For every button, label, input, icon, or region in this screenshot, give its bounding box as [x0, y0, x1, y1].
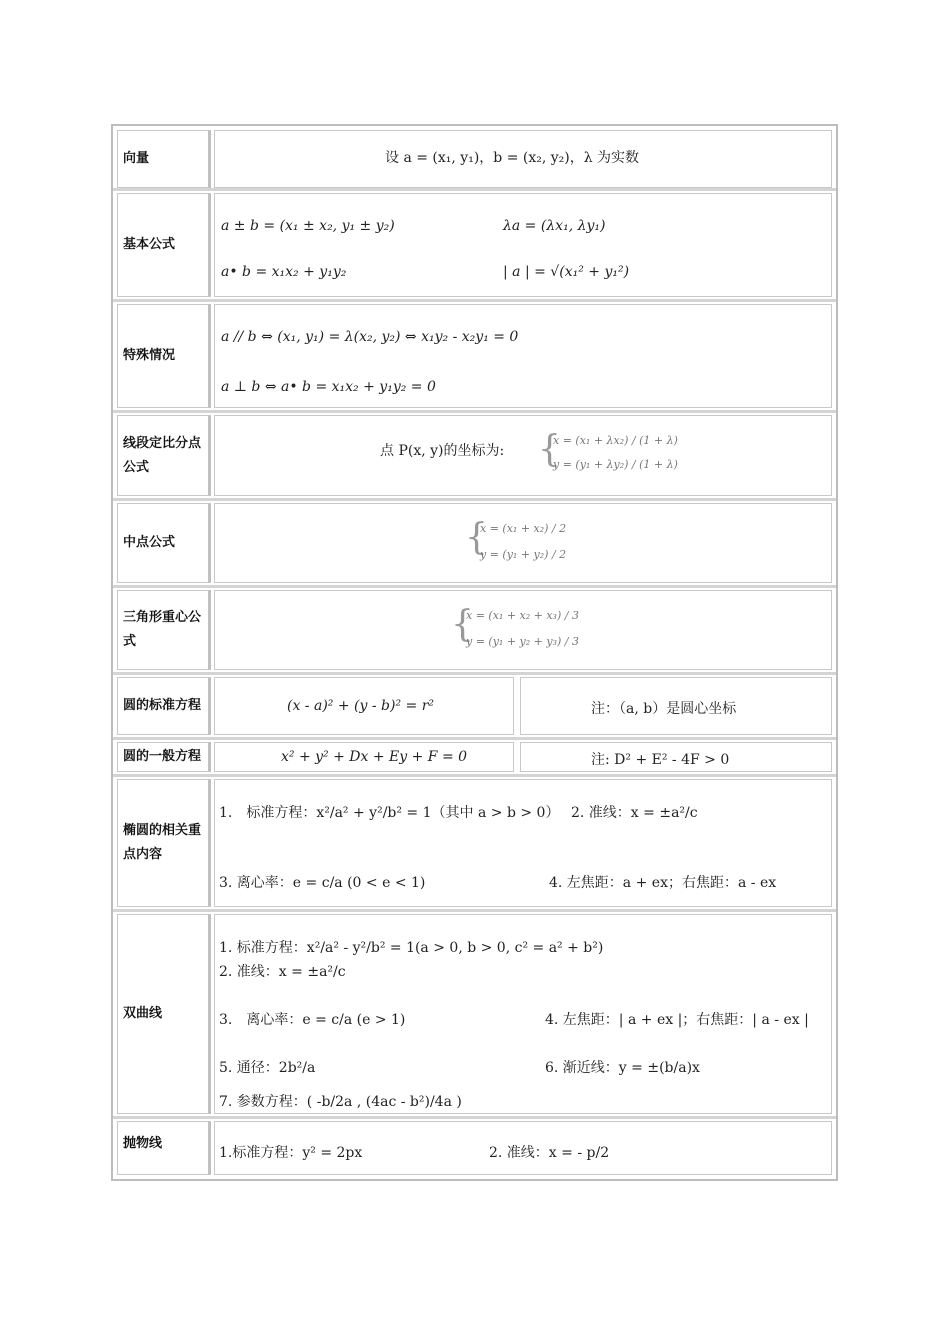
row-content: [214, 193, 832, 297]
left-brace-icon: {: [465, 517, 488, 558]
row-content: [214, 503, 832, 583]
midpoint-y: y = (y₁ + y₂) / 2: [480, 548, 567, 561]
centroid-x: x = (x₁ + x₂ + x₃) / 3: [466, 609, 579, 622]
formula-magnitude: | a | = √(x₁² + y₁²): [503, 264, 630, 280]
row-label: 椭圆的相关重点内容: [117, 779, 211, 907]
row-section-formula: [115, 413, 834, 498]
section-x: x = (x₁ + λx₂) / (1 + λ): [553, 434, 678, 447]
row-midpoint: [115, 501, 834, 585]
section-y: y = (y₁ + λy₂) / (1 + λ): [553, 458, 678, 471]
circle-standard-formula: (x - a)² + (y - b)² = r²: [287, 698, 435, 714]
formula-scalar: λa = (λx₁, λy₁): [503, 218, 606, 234]
row-basic-formulas: [115, 191, 834, 299]
hyperbola-parametric: 7. 参数方程：( -b/2a , (4ac - b²)/4a ): [219, 1094, 462, 1110]
row-content: [214, 130, 832, 188]
row-circle-standard: [115, 675, 834, 737]
row-centroid: [115, 588, 834, 672]
formula-parallel: a // b ⇔ (x₁, y₁) = λ(x₂, y₂) ⇔ x₁y₂ - x₂y₁ = 0: [221, 329, 519, 345]
hyperbola-directrix: 2. 准线：x = ±a²/c: [219, 964, 346, 980]
row-circle-general: [115, 740, 834, 774]
row-label: 三角形重心公式: [117, 590, 211, 670]
row-content: [214, 415, 832, 496]
row-content: [214, 677, 514, 735]
hyperbola-eccentricity: 3. 离心率：e = c/a (e > 1): [219, 1012, 406, 1028]
row-label: 中点公式: [117, 503, 211, 583]
row-label: 抛物线: [117, 1121, 211, 1175]
section-prefix: 点 P(x, y)的坐标为:: [380, 443, 505, 459]
row-label: 双曲线: [117, 914, 211, 1114]
formula-add: a ± b = (x₁ ± x₂, y₁ ± y₂): [221, 218, 395, 234]
hyperbola-latus-rectum: 5. 通径：2b²/a: [219, 1060, 316, 1076]
ellipse-standard-equation: 1. 标准方程：x²/a² + y²/b² = 1（其中 a > b > 0）: [219, 805, 560, 821]
row-hyperbola: [115, 912, 834, 1116]
row-label: 向量: [117, 130, 211, 188]
row-ellipse: [115, 777, 834, 909]
row-label: 线段定比分点公式: [117, 415, 211, 496]
row-parabola: [115, 1119, 834, 1177]
parabola-standard-equation: 1.标准方程：y² = 2px: [219, 1145, 363, 1161]
hyperbola-asymptote: 6. 渐近线：y = ±(b/a)x: [545, 1060, 700, 1076]
ellipse-eccentricity: 3. 离心率：e = c/a (0 < e < 1): [219, 875, 426, 891]
ellipse-directrix: 2. 准线：x = ±a²/c: [571, 805, 698, 821]
row-content: [214, 1121, 832, 1175]
row-vector: [115, 128, 834, 190]
parabola-directrix: 2. 准线：x = - p/2: [489, 1145, 610, 1161]
formula-perpendicular: a ⊥ b ⇔ a• b = x₁x₂ + y₁y₂ = 0: [221, 379, 436, 395]
left-brace-icon: {: [451, 604, 474, 645]
ellipse-focal-distance: 4. 左焦距：a + ex；右焦距：a - ex: [549, 875, 777, 891]
centroid-y: y = (y₁ + y₂ + y₃) / 3: [466, 635, 579, 648]
row-note: [520, 742, 832, 772]
left-brace-icon: {: [538, 429, 561, 470]
row-label: 圆的标准方程: [117, 677, 211, 735]
row-content: [214, 590, 832, 670]
circle-general-formula: x² + y² + Dx + Ey + F = 0: [281, 749, 468, 765]
hyperbola-focal-distance: 4. 左焦距：| a + ex |；右焦距：| a - ex |: [545, 1012, 809, 1028]
row-content: [214, 742, 514, 772]
row-note: [520, 677, 832, 735]
circle-standard-note: 注：（a, b）是圆心坐标: [591, 701, 737, 717]
row-label: 特殊情况: [117, 304, 211, 408]
row-content: [214, 779, 832, 907]
row-special-cases: [115, 302, 834, 410]
circle-general-note: 注: D² + E² - 4F > 0: [591, 752, 730, 768]
hyperbola-standard-equation: 1. 标准方程：x²/a² - y²/b² = 1(a > 0, b > 0, c² = a² + b²): [219, 940, 604, 956]
row-content: [214, 914, 832, 1114]
midpoint-x: x = (x₁ + x₂) / 2: [480, 522, 567, 535]
row-label: 圆的一般方程: [117, 742, 211, 772]
vector-definition: 设 a = (x₁, y₁)，b = (x₂, y₂)，λ 为实数: [385, 150, 640, 166]
row-label: 基本公式: [117, 193, 211, 297]
row-content: [214, 304, 832, 408]
formula-dot: a• b = x₁x₂ + y₁y₂: [221, 264, 347, 280]
formula-table: [111, 124, 838, 1181]
